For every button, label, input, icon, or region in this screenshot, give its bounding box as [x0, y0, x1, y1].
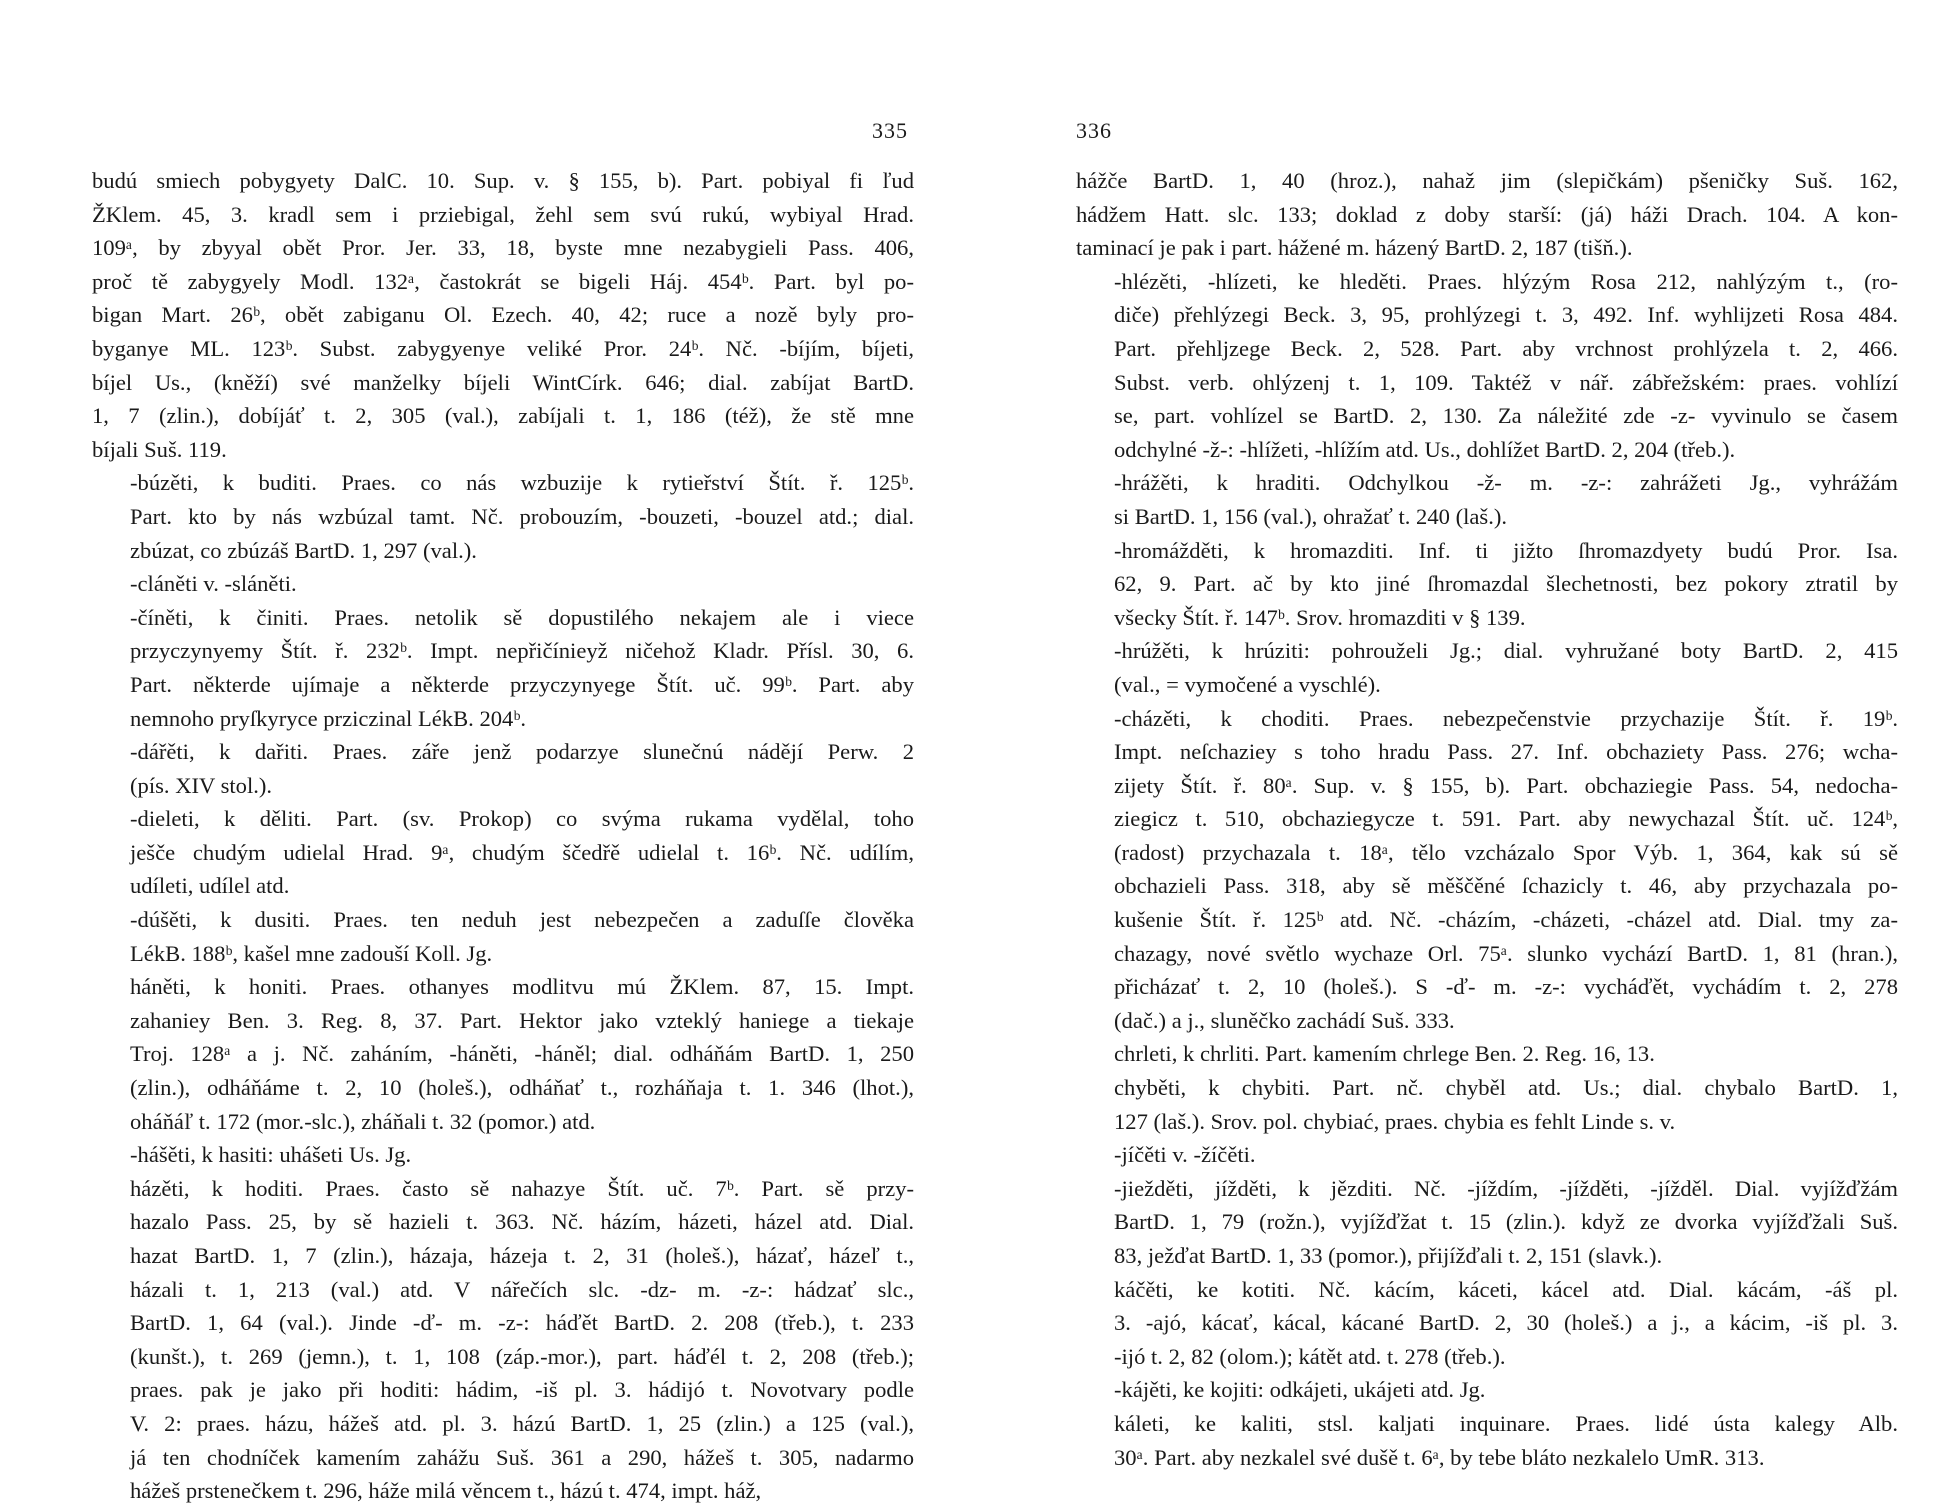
text-line: ŽKlem. 45, 3. kradl sem i prziebigal, žehl sem svú rukú, wybiyal Hrad.	[92, 201, 914, 227]
text-line: já ten chodníček kamením zahážu Suš. 361 a 290, hážeš t. 305, nadarmo	[130, 1444, 914, 1470]
text-line: -ijó t. 2, 82 (olom.); kátět atd. t. 278 (třeb.).	[1114, 1343, 1506, 1369]
dictionary-entry	[1076, 1172, 1898, 1273]
text-line: -dúšěti, k dusiti. Praes. ten neduh jest nebezpečen a zaduſſe člověka	[130, 907, 914, 933]
dictionary-entry	[1076, 702, 1898, 1038]
dictionary-entry	[1076, 164, 1898, 265]
text-line: przyczynyemy Štít. ř. 232ᵇ. Impt. nepřičínieyž ničehož Kladr. Přísl. 30, 6.	[130, 638, 914, 664]
right-page	[976, 0, 1952, 1500]
text-line: diče) přehlýzegi Beck. 3, 95, prohlýzegi t. 3, 492. Inf. wyhlijzeti Rosa 484.	[1114, 302, 1898, 328]
dictionary-entry	[1076, 265, 1898, 467]
text-line: -hášěti, k hasiti: uhášeti Us. Jg.	[130, 1142, 412, 1168]
text-line: káleti, ke kaliti, stsl. kaljati inquinare. Praes. lidé ústa kalegy Alb.	[1114, 1410, 1898, 1436]
text-line: hážeš prstenečkem t. 296, háže milá věncem t., házú t. 474, impt. háž,	[130, 1478, 762, 1504]
dictionary-entry	[1076, 1138, 1898, 1172]
dictionary-entry	[1076, 1407, 1898, 1474]
text-line: kušenie Štít. ř. 125ᵇ atd. Nč. -cházím, -cházeti, -cházel atd. Dial. tmy za-	[1114, 907, 1898, 933]
page-text	[92, 164, 914, 1508]
text-line: hazalo Pass. 25, by sě hazieli t. 363. Nč. házím, házeti, házel atd. Dial.	[130, 1209, 914, 1235]
text-line: Troj. 128ᵃ a j. Nč. zaháním, -háněti, -háněl; dial. odháňám BartD. 1, 250	[130, 1041, 914, 1067]
text-line: přicházať t. 2, 10 (holeš.). S -ď- m. -z-: vycháďět, vychádím t. 2, 278	[1114, 974, 1898, 1000]
dictionary-entry	[1076, 1037, 1898, 1071]
text-line: Part. přehljzege Beck. 2, 528. Part. aby vrchnost prohlýzela t. 2, 466.	[1114, 335, 1898, 361]
text-line: -hrúžěti, k hrúziti: pohrouželi Jg.; dial. vyhružané boty BartD. 2, 415	[1114, 638, 1898, 664]
text-line: ješče chudým udielal Hrad. 9ᵃ, chudým ščedřě udielal t. 16ᵇ. Nč. udílím,	[130, 839, 914, 865]
text-line: (radost) przychazala t. 18ᵃ, tělo vzcházalo Spor Výb. 1, 364, kak sú sě	[1114, 839, 1898, 865]
text-line: 3. -ajó, kácať, kácal, kácané BartD. 2, 30 (holeš.) a j., a kácim, -iš pl. 3.	[1114, 1310, 1898, 1336]
text-line: (pís. XIV stol.).	[130, 772, 273, 798]
text-line: -cláněti v. -sláněti.	[130, 571, 297, 597]
dictionary-entry	[1076, 534, 1898, 635]
dictionary-entry	[92, 970, 914, 1138]
text-line: proč tě zabygyely Modl. 132ᵃ, častokrát se bigeli Háj. 454ᵇ. Part. byl po-	[92, 268, 914, 294]
dictionary-entry	[92, 903, 914, 970]
dictionary-entry	[1076, 1273, 1898, 1374]
dictionary-entry	[92, 601, 914, 735]
text-line: Part. některde ujímaje a některde przyczynyege Štít. uč. 99ᵇ. Part. aby	[130, 671, 914, 697]
dictionary-entry	[92, 1172, 914, 1508]
text-line: bíjel Us., (kněží) své manželky bíjeli WintCírk. 646; dial. zabíjat BartD.	[92, 369, 914, 395]
text-line: obchazieli Pass. 318, aby sě měščěné ſchazicly t. 46, aby przychazala po-	[1114, 873, 1898, 899]
text-line: házěti, k hoditi. Praes. často sě nahazye Štít. uč. 7ᵇ. Part. sě przy-	[130, 1175, 914, 1201]
text-line: Impt. neſchaziey s toho hradu Pass. 27. Inf. obchaziety Pass. 276; wcha-	[1114, 739, 1898, 765]
text-line: oháňáľ t. 172 (mor.-slc.), zháňali t. 32 (pomor.) atd.	[130, 1108, 596, 1134]
text-line: -číněti, k činiti. Praes. netolik sě dopustilého nekajem ale i viece	[130, 604, 914, 630]
text-line: zahaniey Ben. 3. Reg. 8, 37. Part. Hektor jako vzteklý haniege a tiekaje	[130, 1007, 914, 1033]
text-line: zbúzat, co zbúzáš BartD. 1, 297 (val.).	[130, 537, 477, 563]
dictionary-entry	[1076, 1373, 1898, 1407]
text-line: -dářěti, k dařiti. Praes. záře jenž podarzye slunečnú nádějí Perw. 2	[130, 739, 914, 765]
text-line: hazat BartD. 1, 7 (zlin.), házaja, házeja t. 2, 31 (holeš.), házať, házeľ t.,	[130, 1243, 914, 1268]
dictionary-entry	[92, 164, 914, 466]
dictionary-entry	[92, 567, 914, 601]
dictionary-entry	[1076, 466, 1898, 533]
text-line: 109ᵃ, by zbyyal obět Pror. Jer. 33, 18, byste mne nezabygieli Pass. 406,	[92, 235, 914, 261]
text-line: Subst. verb. ohlýzenj t. 1, 109. Taktéž v nář. zábřežském: praes. vohlízí	[1114, 369, 1898, 395]
text-line: si BartD. 1, 156 (val.), ohražať t. 240 (laš.).	[1114, 503, 1508, 529]
text-line: ziegicz t. 510, obchaziegycze t. 591. Part. aby newychazal Štít. uč. 124ᵇ,	[1114, 806, 1898, 832]
text-line: káčěti, ke kotiti. Nč. kácím, káceti, kácel atd. Dial. kácám, -áš pl.	[1114, 1276, 1898, 1302]
text-line: (zlin.), odháňáme t. 2, 10 (holeš.), odháňať t., rozháňaja t. 1. 346 (lhot.),	[130, 1075, 914, 1101]
text-line: všecky Štít. ř. 147ᵇ. Srov. hromazditi v § 139.	[1114, 604, 1526, 630]
dictionary-entry	[1076, 1071, 1898, 1138]
text-line: -hlézěti, -hlízeti, ke hleděti. Praes. hlýzým Rosa 212, nahlýzým t., (ro-	[1114, 268, 1898, 294]
text-line: byganye ML. 123ᵇ. Subst. zabygyenye veliké Pror. 24ᵇ. Nč. -bíjím, bíjeti,	[92, 335, 914, 361]
text-line: chyběti, k chybiti. Part. nč. chyběl atd. Us.; dial. chybalo BartD. 1,	[1114, 1075, 1898, 1101]
text-line: BartD. 1, 64 (val.). Jinde -ď- m. -z-: háďět BartD. 2. 208 (třeb.), t. 233	[130, 1310, 914, 1336]
text-line: 127 (laš.). Srov. pol. chybiać, praes. chybia es fehlt Linde s. v.	[1114, 1108, 1676, 1134]
text-line: hádžem Hatt. slc. 133; doklad z doby starší: (já) háži Drach. 104. A kon-	[1076, 201, 1898, 227]
text-line: LékB. 188ᵇ, kašel mne zadouší Koll. Jg.	[130, 940, 493, 966]
dictionary-entry	[92, 802, 914, 903]
text-line: (dač.) a j., sluněčko zachádí Suš. 333.	[1114, 1007, 1455, 1033]
text-line: 30ᵃ. Part. aby nezkalel své dušě t. 6ᵃ, by tebe bláto nezkalelo UmR. 313.	[1114, 1444, 1765, 1470]
text-line: -búzěti, k buditi. Praes. co nás wzbuzije k rytieřství Štít. ř. 125ᵇ.	[130, 470, 914, 496]
text-line: -jíčěti v. -žíčěti.	[1114, 1142, 1256, 1168]
text-line: nemnoho pryſkyryce prziczinal LékB. 204ᵇ.	[130, 705, 526, 731]
text-line: 83, ježďat BartD. 1, 33 (pomor.), přijížďali t. 2, 151 (slavk.).	[1114, 1243, 1663, 1268]
text-line: -cházěti, k choditi. Praes. nebezpečenstvie przychazije Štít. ř. 19ᵇ.	[1114, 705, 1898, 731]
text-line: hážče BartD. 1, 40 (hroz.), nahaž jim (slepičkám) pšeničky Suš. 162,	[1076, 168, 1898, 193]
text-line: -kájěti, ke kojiti: odkájeti, ukájeti atd. Jg.	[1114, 1377, 1486, 1403]
text-line: praes. pak je jako při hoditi: hádim, -iš pl. 3. hádijó t. Novotvary podle	[130, 1377, 914, 1403]
text-line: bíjali Suš. 119.	[92, 436, 227, 462]
left-page	[0, 0, 976, 1504]
text-line: -hrážěti, k hraditi. Odchylkou -ž- m. -z-: zahrážeti Jg., vyhrážám	[1114, 470, 1898, 496]
dictionary-entry	[92, 1138, 914, 1172]
text-line: (val., = vymočené a vyschlé).	[1114, 671, 1381, 697]
text-line: BartD. 1, 79 (rožn.), vyjížďžat t. 15 (zlin.). když ze dvorka vyjížďžali Suš.	[1114, 1209, 1898, 1235]
text-line: (kunšt.), t. 269 (jemn.), t. 1, 108 (záp.-mor.), part. háďél t. 2, 208 (třeb.);	[130, 1343, 914, 1369]
text-line: bigan Mart. 26ᵇ, obět zabiganu Ol. Ezech. 40, 42; ruce a nozě byly pro-	[92, 302, 914, 328]
text-line: zijety Štít. ř. 80ᵃ. Sup. v. § 155, b). Part. obchaziegie Pass. 54, nedocha-	[1114, 772, 1898, 798]
text-line: chrleti, k chrliti. Part. kamením chrlege Ben. 2. Reg. 16, 13.	[1114, 1041, 1655, 1067]
text-line: chazagy, nové světlo wychaze Orl. 75ᵃ. slunko vychází BartD. 1, 81 (hran.),	[1114, 940, 1898, 966]
text-line: -dieleti, k děliti. Part. (sv. Prokop) co svýma rukama vydělal, toho	[130, 806, 914, 832]
text-line: háněti, k honiti. Praes. othanyes modlitvu mú ŽKlem. 87, 15. Impt.	[130, 974, 914, 1000]
text-line: -hromážděti, k hromazditi. Inf. ti jižto ſhromazdyety budú Pror. Isa.	[1114, 537, 1898, 563]
page-number: 335	[872, 118, 908, 143]
text-line: se, part. vohlízel se BartD. 2, 130. Za náležité zde -z- vyvinulo se časem	[1114, 403, 1898, 429]
page-number: 336	[1076, 118, 1112, 143]
text-line: udíleti, udílel atd.	[130, 873, 290, 899]
text-line: taminací je pak i part. hážené m. házený BartD. 2, 187 (tišň.).	[1076, 235, 1633, 261]
text-line: V. 2: praes. házu, hážeš atd. pl. 3. házú BartD. 1, 25 (zlin.) a 125 (val.),	[130, 1410, 914, 1436]
text-line: budú smiech pobygyety DalC. 10. Sup. v. § 155, b). Part. pobiyal fi ľud	[92, 168, 914, 193]
dictionary-entry	[92, 466, 914, 567]
text-line: Part. kto by nás wzbúzal tamt. Nč. probouzím, -bouzeti, -bouzel atd.; dial.	[130, 503, 914, 529]
text-line: -jiežděti, jížděti, k jězditi. Nč. -jíždím, -jížděti, -jížděl. Dial. vyjížďžám	[1114, 1175, 1898, 1201]
dictionary-entry	[92, 735, 914, 802]
text-line: 1, 7 (zlin.), dobíjáť t. 2, 305 (val.), zabíjali t. 1, 186 (též), že stě mne	[92, 403, 914, 429]
text-line: odchylné -ž-: -hlížeti, -hlížím atd. Us., dohlížet BartD. 2, 204 (třeb.).	[1114, 436, 1736, 462]
page-text	[1076, 164, 1898, 1474]
dictionary-entry	[1076, 634, 1898, 701]
text-line: házali t. 1, 213 (val.) atd. V nářečích slc. -dz- m. -z-: hádzať slc.,	[130, 1276, 914, 1302]
text-line: 62, 9. Part. ač by kto jiné ſhromazdal šlechetnosti, bez pokory ztratil by	[1114, 571, 1898, 597]
